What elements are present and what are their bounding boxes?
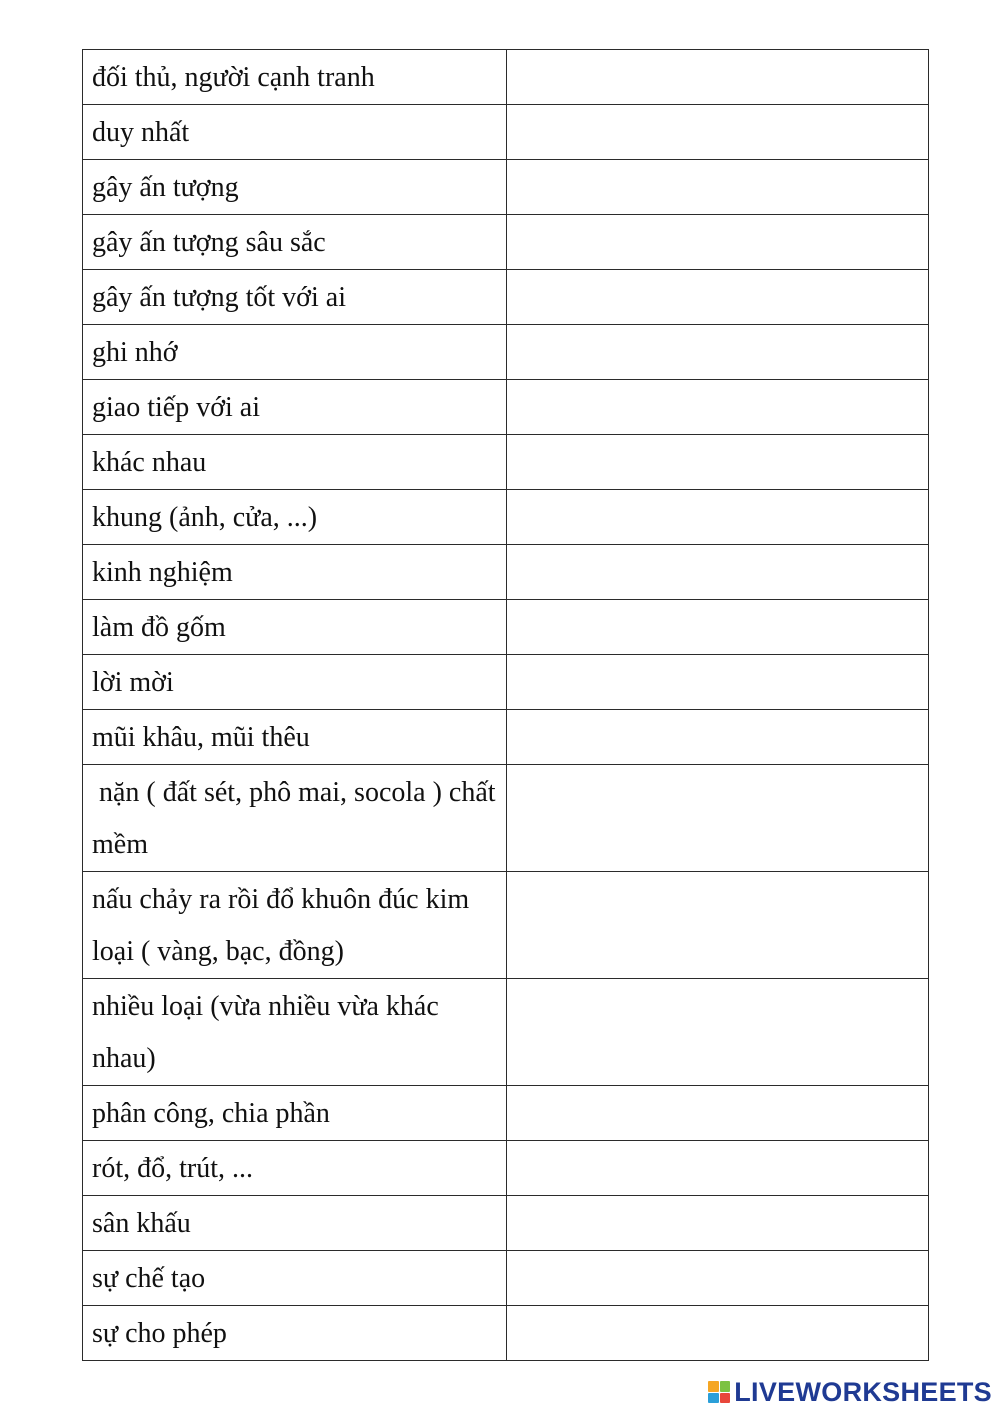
term-cell	[83, 600, 507, 655]
term-text: sân khấu	[92, 1208, 191, 1239]
logo-tile	[708, 1381, 719, 1392]
term-cell	[83, 490, 507, 545]
answer-cell[interactable]	[507, 872, 929, 979]
table-row	[83, 710, 929, 765]
answer-cell[interactable]	[507, 1306, 929, 1361]
answer-cell[interactable]	[507, 1086, 929, 1141]
table-row	[83, 160, 929, 215]
table-row	[83, 765, 929, 872]
answer-cell[interactable]	[507, 105, 929, 160]
term-text: rót, đổ, trút, ...	[92, 1153, 253, 1184]
term-text: mũi khâu, mũi thêu	[92, 722, 310, 753]
term-text: khung (ảnh, cửa, ...)	[92, 502, 318, 533]
answer-cell[interactable]	[507, 270, 929, 325]
term-text: khác nhau	[92, 447, 207, 478]
answer-cell[interactable]	[507, 490, 929, 545]
term-text: lời mời	[92, 667, 174, 698]
answer-cell[interactable]	[507, 325, 929, 380]
term-text: duy nhất	[92, 117, 190, 148]
vocabulary-table	[82, 49, 929, 1361]
liveworksheets-logo	[708, 1377, 992, 1407]
term-text: sự cho phép	[92, 1318, 227, 1349]
term-cell	[83, 160, 507, 215]
answer-cell[interactable]	[507, 765, 929, 872]
table-row	[83, 545, 929, 600]
liveworksheets-logo-icon	[708, 1381, 730, 1403]
term-cell	[83, 325, 507, 380]
term-cell	[83, 1086, 507, 1141]
term-text: sự chế tạo	[92, 1263, 206, 1294]
term-cell	[83, 872, 507, 979]
table-row	[83, 215, 929, 270]
term-cell	[83, 655, 507, 710]
table-row	[83, 105, 929, 160]
logo-tile	[708, 1393, 719, 1404]
table-row	[83, 1306, 929, 1361]
table-row	[83, 325, 929, 380]
table-row	[83, 1086, 929, 1141]
term-cell	[83, 105, 507, 160]
term-cell	[83, 545, 507, 600]
term-text: phân công, chia phần	[92, 1098, 330, 1129]
term-text: ghi nhớ	[92, 337, 178, 368]
term-cell	[83, 270, 507, 325]
table-row	[83, 872, 929, 979]
term-cell	[83, 1141, 507, 1196]
term-text: giao tiếp với ai	[92, 392, 260, 423]
table-row	[83, 380, 929, 435]
table-row	[83, 490, 929, 545]
answer-cell[interactable]	[507, 1141, 929, 1196]
logo-tile	[720, 1381, 731, 1392]
answer-cell[interactable]	[507, 50, 929, 105]
answer-cell[interactable]	[507, 979, 929, 1086]
table-row	[83, 270, 929, 325]
term-text: nặn ( đất sét, phô mai, socola ) chất mềm	[92, 777, 503, 860]
answer-cell[interactable]	[507, 655, 929, 710]
term-text: đối thủ, người cạnh tranh	[92, 62, 375, 93]
term-text: kinh nghiệm	[92, 557, 233, 588]
answer-cell[interactable]	[507, 1251, 929, 1306]
term-text: gây ấn tượng tốt với ai	[92, 282, 346, 313]
table-row	[83, 50, 929, 105]
brand-text: LIVEWORKSHEETS	[734, 1376, 992, 1407]
term-cell	[83, 215, 507, 270]
term-cell	[83, 1306, 507, 1361]
term-cell	[83, 765, 507, 872]
answer-cell[interactable]	[507, 215, 929, 270]
term-text: làm đồ gốm	[92, 612, 226, 643]
term-cell	[83, 380, 507, 435]
answer-cell[interactable]	[507, 380, 929, 435]
table-row	[83, 600, 929, 655]
term-cell	[83, 435, 507, 490]
table-row	[83, 1196, 929, 1251]
table-row	[83, 979, 929, 1086]
term-text: gây ấn tượng	[92, 172, 239, 203]
logo-tile	[720, 1393, 731, 1404]
table-row	[83, 435, 929, 490]
term-cell	[83, 1251, 507, 1306]
term-cell	[83, 1196, 507, 1251]
term-text: gây ấn tượng sâu sắc	[92, 227, 326, 258]
answer-cell[interactable]	[507, 545, 929, 600]
term-cell	[83, 50, 507, 105]
answer-cell[interactable]	[507, 710, 929, 765]
term-text: nhiều loại (vừa nhiều vừa khác nhau)	[92, 991, 446, 1074]
answer-cell[interactable]	[507, 160, 929, 215]
table-row	[83, 655, 929, 710]
table-row	[83, 1141, 929, 1196]
term-cell	[83, 979, 507, 1086]
answer-cell[interactable]	[507, 1196, 929, 1251]
term-cell	[83, 710, 507, 765]
term-text: nấu chảy ra rồi đổ khuôn đúc kim loại ( vàng, bạc, đồng)	[92, 884, 477, 967]
answer-cell[interactable]	[507, 600, 929, 655]
table-row	[83, 1251, 929, 1306]
answer-cell[interactable]	[507, 435, 929, 490]
